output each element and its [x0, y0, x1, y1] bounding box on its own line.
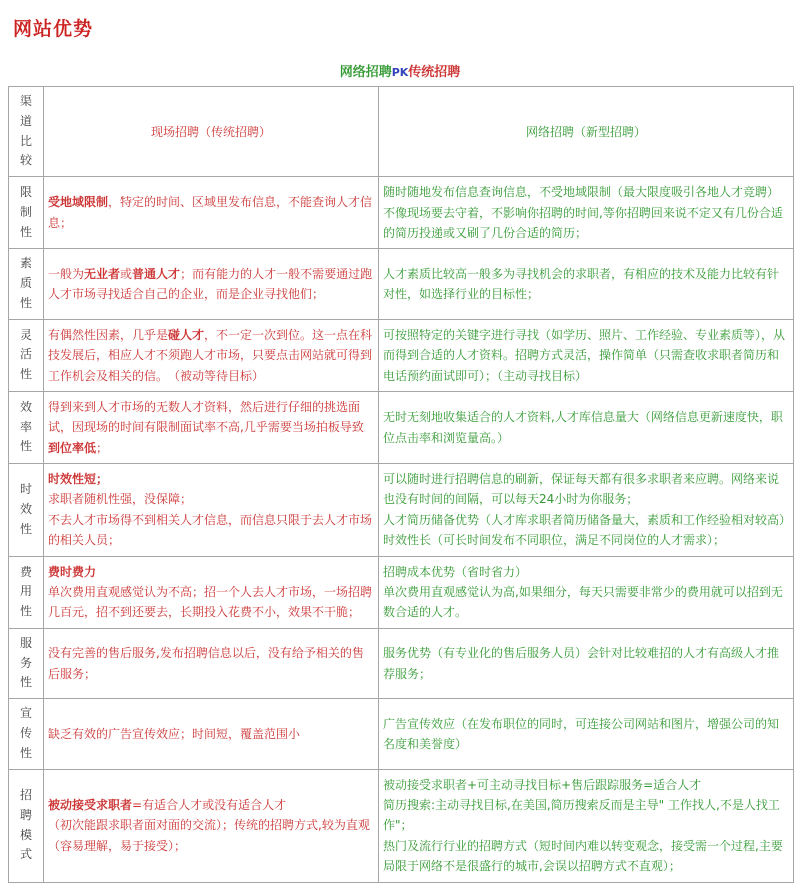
online-cell [379, 391, 794, 463]
paragraph: 受地域限制，特定的时间、区域里发布信息，不能查询人才信息； [48, 195, 373, 230]
table-row [9, 699, 794, 769]
online-cell [379, 464, 794, 557]
row-label [9, 699, 44, 769]
label-char: 率 [19, 419, 32, 434]
paragraph: 人才简历储备优势（人才库求职者简历储备量大，素质和工作经验相对较高）时效性长（可长时间发布不同职位，满足不同岗位的人才需求）； [383, 512, 786, 548]
subtitle-online-part: 网络招聘 [339, 65, 392, 80]
online-cell [379, 249, 794, 319]
paragraph: 时效性短； [48, 472, 109, 487]
label-char: 传 [19, 726, 32, 741]
table-row [9, 464, 794, 557]
label-char: 性 [19, 604, 32, 619]
paragraph: 缺乏有效的广告宣传效应；时间短，覆盖范围小 [48, 726, 301, 741]
label-char: 聘 [19, 807, 32, 822]
subtitle [8, 61, 792, 80]
label-char: 效 [19, 501, 32, 516]
label-char: 服 [19, 635, 32, 650]
row-label [9, 177, 44, 249]
row-label [9, 556, 44, 628]
label-char: 灵 [19, 327, 32, 342]
paragraph: 单次费用直观感觉认为高,如果细分，每天只需要非常少的费用就可以招到无数合适的人才。 [383, 585, 783, 620]
label-char: 素 [19, 256, 32, 271]
subtitle-traditional-part: 传统招聘 [408, 65, 461, 80]
paragraph: 服务优势（有专业化的售后服务人员）会针对比较难招的人才有高级人才推荐服务； [383, 646, 780, 681]
paragraph: 无时无刻地收集适合的人才资料,人才库信息量大（网络信息更新速度快，职位点击率和浏览量高。） [383, 410, 783, 445]
paragraph: 不去人才市场得不到相关人才信息，而信息只限于去人才市场的相关人员； [48, 512, 373, 548]
label-char: 比 [19, 133, 32, 148]
label-char: 性 [19, 439, 32, 454]
paragraph: 广告宣传效应（在发布职位的同时，可连接公司网站和图片，增强公司的知名度和美誉度） [383, 716, 780, 751]
paragraph: 随时随地发布信息查询信息，不受地域限制（最大限度吸引各地人才竞聘）不像现场要去守着，不影响你招聘的时间,等你招聘回来说不定又有几份合适的简历投递或又刷了几份合适的简历； [383, 185, 783, 240]
paragraph: 热门及流行行业的招聘方式（短时间内难以转变观念，接受需一个过程,主要局限于网络不是很盛行的城市,会误以招聘方式不直观）； [383, 838, 783, 874]
label-char: 招 [19, 787, 32, 802]
paragraph: （初次能跟求职者面对面的交流）；传统的招聘方式,较为直观（容易理解，易于接受）； [48, 818, 370, 853]
label-char: 较 [19, 153, 32, 168]
traditional-cell [44, 628, 379, 698]
label-char: 模 [19, 827, 32, 842]
label-char: 活 [19, 347, 32, 362]
paragraph: 一般为无业者或普通人才；而有能力的人才一般不需要通过跑人才市场寻找适合自己的企业，而是企业寻找他们； [48, 266, 373, 302]
paragraph: 得到来到人才市场的无数人才资料，然后进行仔细的挑选面试，因现场的时间有限制面试率不高,几乎需要当场拍板导致到位率低； [48, 399, 364, 455]
online-cell [379, 769, 794, 882]
label-char: 质 [19, 276, 32, 291]
traditional-cell [44, 249, 379, 319]
label-char: 制 [19, 204, 32, 219]
row-label [9, 319, 44, 391]
comparison-table [8, 86, 794, 883]
label-char: 性 [19, 745, 32, 760]
label-char: 性 [19, 224, 32, 239]
online-cell [379, 556, 794, 628]
label-char: 渠 [19, 94, 32, 108]
label-char: 效 [19, 399, 32, 414]
paragraph: 被动接受求职者=有适合人才或没有适合人才 [48, 798, 287, 812]
subtitle-pk-part: PK [391, 66, 409, 79]
label-char: 宣 [19, 706, 32, 721]
table-row [9, 556, 794, 628]
paragraph: 可按照特定的关键字进行寻找（如学历、照片、工作经验、专业素质等），从而得到合适的人才资料。招聘方式灵活，操作简单（只需查收求职者简历和电话预约面试即可）；（主动寻找目标） [383, 327, 786, 383]
label-char: 性 [19, 521, 32, 536]
traditional-cell [44, 391, 379, 463]
table-row [9, 769, 794, 882]
paragraph: 被动接受求职者+可主动寻找目标+售后跟踪服务=适合人才 [383, 777, 702, 792]
paragraph: 有偶然性因素，几乎是碰人才，不一定一次到位。这一点在科技发展后，相应人才不须跑人才市场，只要点击网站就可得到工作机会及相关的信。 （被动等待目标） [48, 327, 373, 383]
traditional-cell [44, 319, 379, 391]
traditional-cell [44, 699, 379, 769]
paragraph: 费时费力 [48, 564, 97, 579]
label-char: 用 [19, 584, 32, 599]
table-row [9, 249, 794, 319]
label-char: 费 [19, 564, 32, 579]
page-title: 网站优势 [13, 18, 94, 40]
label-char: 性 [19, 675, 32, 690]
header-channel-label [9, 87, 44, 177]
paragraph: 简历搜索:主动寻找目标,在美国,简历搜索反而是主导" 工作找人,不是人找工作"； [383, 798, 780, 833]
row-label [9, 391, 44, 463]
row-label [9, 249, 44, 319]
online-cell [379, 319, 794, 391]
label-char: 道 [19, 113, 32, 128]
label-char: 时 [19, 482, 32, 497]
paragraph: 没有完善的售后服务,发布招聘信息以后，没有给予相关的售后服务； [48, 646, 364, 681]
table-row [9, 628, 794, 698]
online-cell [379, 699, 794, 769]
paragraph: 单次费用直观感觉认为不高；招一个人去人才市场，一场招聘几百元，招不到还要去，长期投入花费不小，效果不干脆； [48, 585, 373, 620]
row-label [9, 769, 44, 882]
table-row [9, 177, 794, 249]
header-traditional: 现场招聘（传统招聘） [44, 87, 379, 177]
online-cell [379, 628, 794, 698]
table-row [9, 391, 794, 463]
online-cell [379, 177, 794, 249]
row-label [9, 628, 44, 698]
label-char: 限 [19, 185, 32, 200]
header-online: 网络招聘（新型招聘） [379, 87, 794, 177]
label-char: 式 [19, 847, 32, 862]
label-char: 性 [19, 295, 32, 310]
label-char: 务 [19, 655, 32, 670]
paragraph: 招聘成本优势（省时省力） [383, 564, 528, 579]
table-header-row [9, 87, 794, 177]
traditional-cell [44, 177, 379, 249]
table-row [9, 319, 794, 391]
paragraph: 求职者随机性强，没保障； [48, 492, 193, 507]
traditional-cell [44, 464, 379, 557]
paragraph: 人才素质比较高一般多为寻找机会的求职者，有相应的技术及能力比较有针对性，如选择行业的目标性； [383, 266, 780, 302]
row-label [9, 464, 44, 557]
traditional-cell [44, 769, 379, 882]
label-char: 性 [19, 367, 32, 382]
traditional-cell [44, 556, 379, 628]
paragraph: 可以随时进行招聘信息的刷新，保证每天都有很多求职者来应聘。网络来说也没有时间的间隔，可以每天24小时为你服务； [383, 472, 780, 507]
